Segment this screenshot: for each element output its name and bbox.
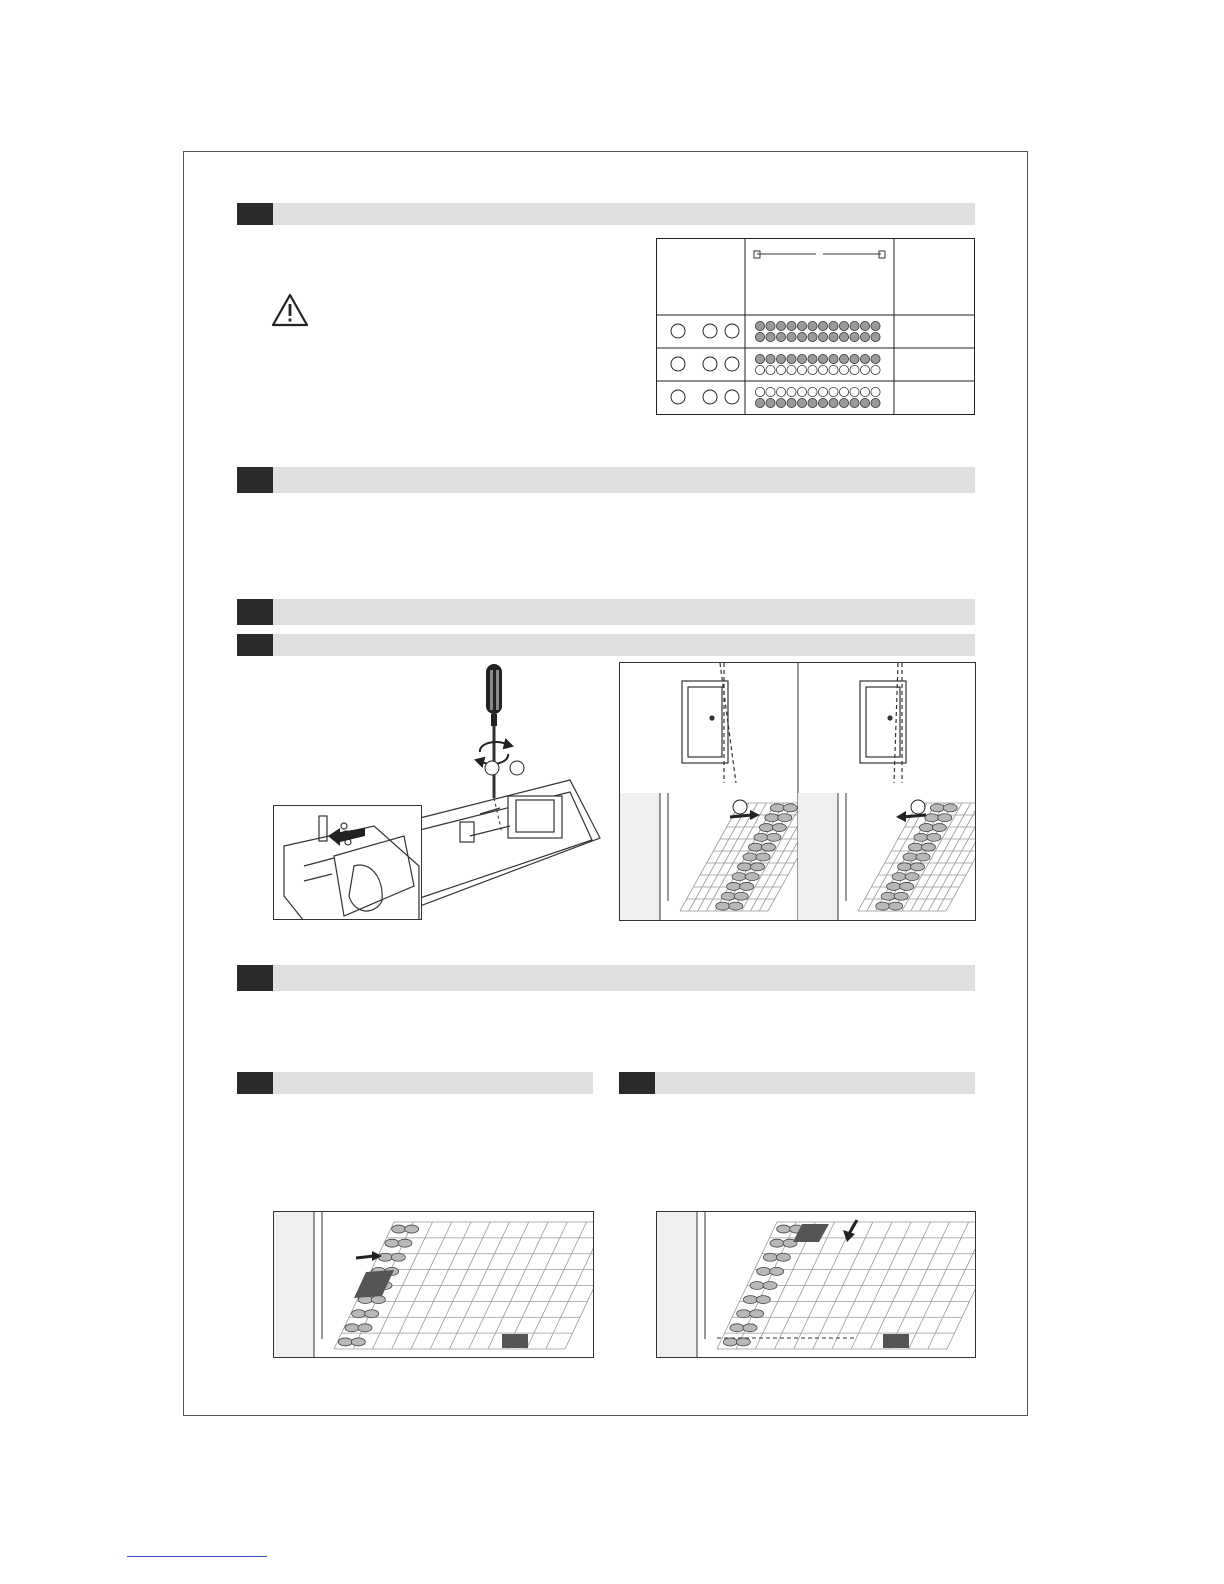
section-number	[237, 965, 273, 991]
callout-circle	[485, 761, 499, 775]
beam-dot	[776, 387, 785, 396]
beam-dot	[829, 398, 838, 407]
beam-dot	[818, 387, 827, 396]
section-number	[237, 203, 273, 225]
beam-dot	[871, 321, 880, 330]
beam-dot	[839, 365, 848, 374]
beam-dot	[776, 332, 785, 341]
label-tag	[502, 1334, 528, 1348]
beam-dot	[860, 365, 869, 374]
section-bar-3a	[237, 634, 975, 656]
target-panel-right	[656, 1211, 976, 1358]
beam-dot	[829, 354, 838, 363]
beam-dot	[850, 332, 859, 341]
beam-dot	[808, 332, 817, 341]
beam-dot	[860, 321, 869, 330]
beam-dot	[818, 398, 827, 407]
beam-dot	[839, 332, 848, 341]
section-bar-1	[237, 203, 975, 225]
beam-dot	[850, 398, 859, 407]
section-bar-3	[237, 599, 975, 625]
beam-dot	[766, 321, 775, 330]
beam-dot	[797, 398, 806, 407]
section-bar-4	[237, 965, 975, 991]
beam-dot	[797, 354, 806, 363]
option-circle	[671, 390, 685, 404]
option-circle	[703, 390, 717, 404]
beam-dot	[797, 387, 806, 396]
arrow-right-icon	[356, 1251, 382, 1261]
beam-dot	[829, 387, 838, 396]
option-circle	[725, 324, 739, 338]
section-number	[237, 467, 273, 493]
target-panel-left	[273, 1211, 594, 1358]
table-row	[671, 321, 880, 341]
option-circle	[703, 357, 717, 371]
beam-dot	[818, 332, 827, 341]
option-circle	[725, 357, 739, 371]
beam-dot	[787, 365, 796, 374]
option-circle	[703, 324, 717, 338]
beam-dot	[755, 365, 764, 374]
beam-dot	[797, 321, 806, 330]
callout-circle	[510, 761, 524, 775]
beam-dot	[776, 354, 785, 363]
option-circle	[671, 357, 685, 371]
label-tag	[883, 1334, 909, 1348]
callout-circle	[733, 800, 747, 814]
beam-width-symbol	[754, 251, 885, 258]
beam-dot	[850, 387, 859, 396]
option-circle	[725, 390, 739, 404]
beam-dot	[787, 398, 796, 407]
beam-dot	[829, 365, 838, 374]
section-number	[619, 1072, 655, 1094]
beam-dot	[776, 365, 785, 374]
beam-dot	[808, 365, 817, 374]
beam-dot	[860, 354, 869, 363]
beam-dot	[860, 332, 869, 341]
beam-dot	[787, 321, 796, 330]
beam-dot	[818, 365, 827, 374]
beam-dot	[787, 387, 796, 396]
section-bar-4b	[619, 1072, 975, 1094]
beam-dot	[787, 354, 796, 363]
beam-dot	[776, 398, 785, 407]
beam-dot	[860, 387, 869, 396]
beam-dot	[766, 332, 775, 341]
beam-dot	[766, 365, 775, 374]
device-housing	[420, 780, 600, 906]
beam-adjust-panel	[619, 662, 976, 921]
beam-dot	[839, 398, 848, 407]
beam-dot	[871, 354, 880, 363]
option-circle	[671, 324, 685, 338]
section-bar-4a	[237, 1072, 593, 1094]
beam-dot	[871, 398, 880, 407]
section-number	[237, 1072, 273, 1094]
beam-dot	[850, 321, 859, 330]
beam-dot	[871, 332, 880, 341]
beam-dot	[787, 332, 796, 341]
beam-dot	[829, 321, 838, 330]
beam-dot	[839, 321, 848, 330]
beam-dot	[871, 387, 880, 396]
beam-dot	[755, 387, 764, 396]
beam-dot	[818, 321, 827, 330]
beam-dot	[808, 321, 817, 330]
section-number	[237, 599, 273, 625]
device-side-view	[682, 663, 736, 783]
beam-dot	[755, 321, 764, 330]
beam-dot	[818, 354, 827, 363]
beam-dot	[871, 365, 880, 374]
table-row	[671, 354, 880, 374]
beam-dot	[808, 354, 817, 363]
beam-dot	[808, 398, 817, 407]
beam-table	[656, 238, 976, 415]
beam-dot	[829, 332, 838, 341]
device-side-view	[860, 663, 906, 783]
beam-dot	[860, 398, 869, 407]
beam-dot	[766, 354, 775, 363]
callout-circle	[911, 800, 925, 814]
beam-dot	[776, 321, 785, 330]
beam-dot	[850, 354, 859, 363]
beam-dot	[850, 365, 859, 374]
beam-dot	[755, 398, 764, 407]
footer-link-underline	[127, 1556, 267, 1557]
section-number	[237, 634, 273, 656]
beam-dot	[797, 365, 806, 374]
screwdriver-icon	[486, 664, 502, 798]
beam-dot	[797, 332, 806, 341]
beam-dot	[766, 398, 775, 407]
section-bar-2	[237, 467, 975, 493]
beam-dot	[755, 332, 764, 341]
beam-dot	[766, 387, 775, 396]
beam-dot	[839, 354, 848, 363]
table-row	[671, 387, 880, 407]
inset-detail-panel	[273, 805, 422, 920]
warning-triangle-icon	[270, 292, 310, 328]
beam-dot	[839, 387, 848, 396]
beam-dot	[808, 387, 817, 396]
floor-grid	[274, 1212, 594, 1358]
arrow-down-left-icon	[843, 1220, 857, 1242]
beam-dot	[755, 354, 764, 363]
